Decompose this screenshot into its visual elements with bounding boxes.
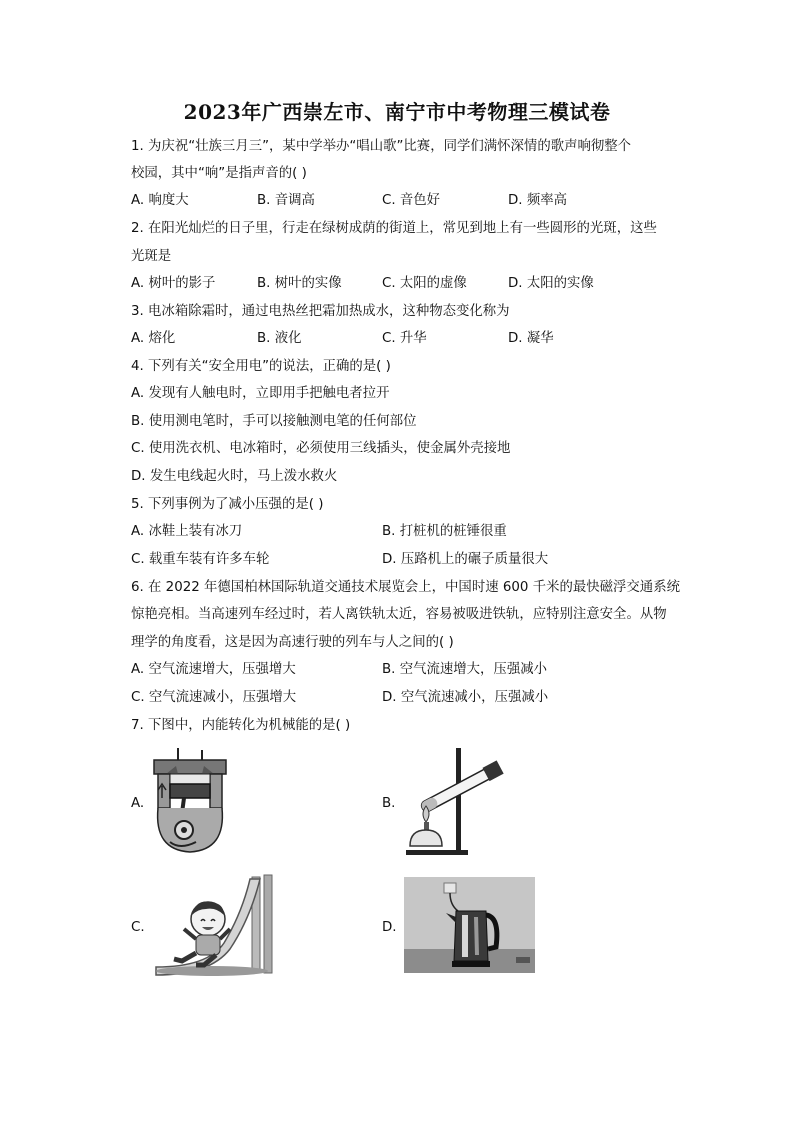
question-2-line-1: 2. 在阳光灿烂的日子里，行走在绿树成荫的街道上，常见到地上有一些圆形的光斑，这些: [131, 221, 657, 236]
q3-option-a: A. 熔化: [131, 331, 176, 346]
test-tube-heating-icon: [398, 746, 508, 858]
q4-option-a: A. 发现有人触电时，立即用手把触电者拉开: [131, 386, 390, 401]
q3-option-b: B. 液化: [257, 331, 302, 346]
question-5-line-1: 5. 下列事例为了减小压强的是( ): [131, 497, 324, 512]
electric-kettle-icon: [404, 877, 535, 973]
q4-option-c: C. 使用洗衣机、电冰箱时，必须使用三线插头，使金属外壳接地: [131, 441, 511, 456]
q3-option-c: C. 升华: [382, 331, 427, 346]
q6-option-a: A. 空气流速增大，压强增大: [131, 662, 296, 677]
q7-label-d: D.: [382, 920, 397, 935]
page-title: 2023年广西崇左市、南宁市中考物理三模试卷: [183, 100, 611, 124]
q5-option-c: C. 载重车装有许多车轮: [131, 552, 270, 567]
q2-option-b: B. 树叶的实像: [257, 276, 342, 291]
child-slide-icon: [150, 873, 276, 977]
q6-option-b: B. 空气流速增大，压强减小: [382, 662, 547, 677]
question-1-line-2: 校园，其中“响”是指声音的( ): [131, 166, 307, 181]
question-4-line-1: 4. 下列有关“安全用电”的说法，正确的是( ): [131, 359, 391, 374]
q1-option-b: B. 音调高: [257, 193, 315, 208]
question-3-line-1: 3. 电冰箱除霜时，通过电热丝把霜加热成水，这种物态变化称为: [131, 304, 510, 319]
question-6-line-2: 惊艳亮相。当高速列车经过时，若人离铁轨太近，容易被吸进铁轨，应特别注意安全。从物: [131, 607, 667, 622]
q4-option-d: D. 发生电线起火时，马上泼水救火: [131, 469, 338, 484]
q3-option-d: D. 凝华: [508, 331, 554, 346]
question-6-line-1: 6. 在 2022 年德国柏林国际轨道交通技术展览会上，中国时速 600 千米的最快磁浮交通系统: [131, 580, 680, 595]
question-6-line-3: 理学的角度看，这是因为高速行驶的列车与人之间的( ): [131, 635, 454, 650]
q5-option-a: A. 冰鞋上装有冰刀: [131, 524, 243, 539]
q1-option-c: C. 音色好: [382, 193, 441, 208]
q7-label-b: B.: [382, 796, 396, 811]
q2-option-a: A. 树叶的影子: [131, 276, 216, 291]
question-2-line-2: 光斑是: [131, 249, 172, 264]
q1-option-d: D. 频率高: [508, 193, 567, 208]
q7-label-a: A.: [131, 796, 145, 811]
engine-cylinder-icon: [150, 746, 230, 858]
question-7-line-1: 7. 下图中，内能转化为机械能的是( ): [131, 718, 351, 733]
q2-option-d: D. 太阳的实像: [508, 276, 594, 291]
q6-option-d: D. 空气流速减小，压强减小: [382, 690, 549, 705]
q2-option-c: C. 太阳的虚像: [382, 276, 467, 291]
q5-option-b: B. 打桩机的桩锤很重: [382, 524, 507, 539]
q1-option-a: A. 响度大: [131, 193, 189, 208]
q5-option-d: D. 压路机上的碾子质量很大: [382, 552, 549, 567]
question-1-line-1: 1. 为庆祝“壮族三月三”，某中学举办“唱山歌”比赛，同学们满怀深情的歌声响彻整个: [131, 139, 632, 154]
q4-option-b: B. 使用测电笔时，手可以接触测电笔的任何部位: [131, 414, 417, 429]
q7-label-c: C.: [131, 920, 145, 935]
q6-option-c: C. 空气流速减小，压强增大: [131, 690, 297, 705]
